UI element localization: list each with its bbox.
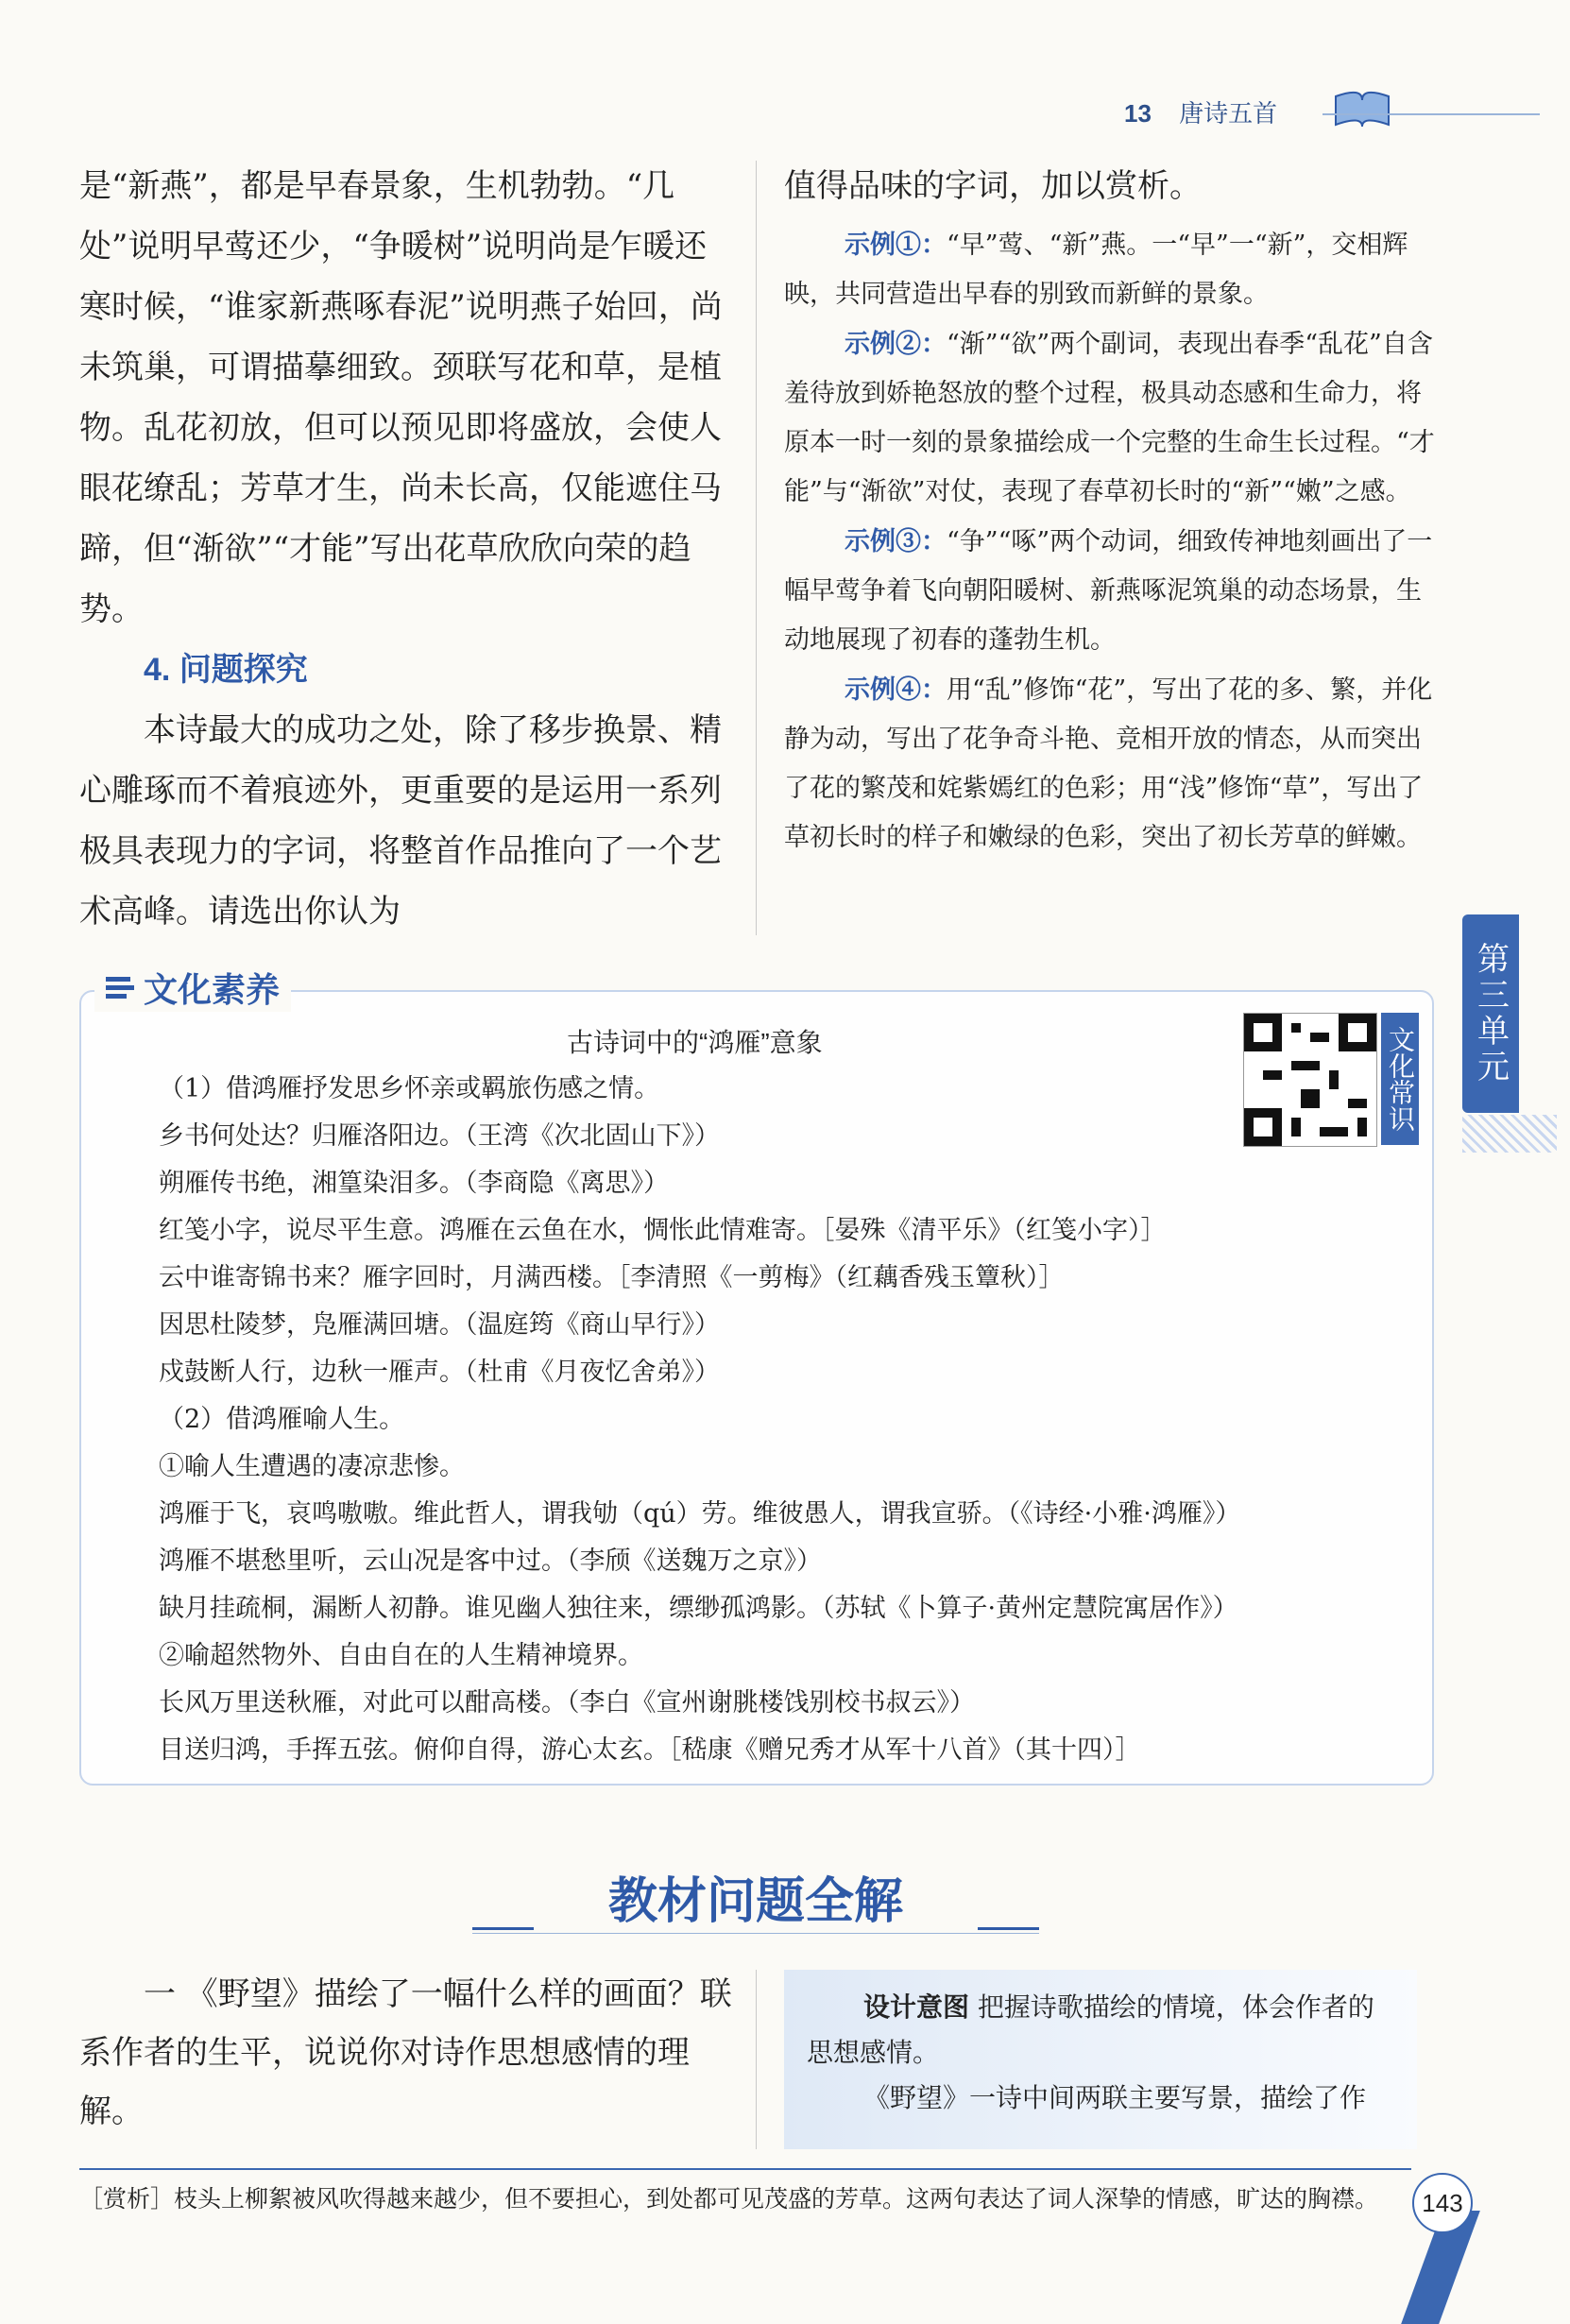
design-label: 设计意图 [863, 1992, 970, 2022]
section-heading: 4. 问题探究 [144, 652, 308, 688]
title-rule-left [472, 1927, 534, 1930]
qr-label: 文化常识 [1381, 1013, 1419, 1145]
design-text: 把握诗歌描绘的情境，体会作者的思想感情。 [807, 1991, 1374, 2068]
bars-icon [106, 977, 134, 999]
example-3 [784, 517, 1436, 665]
example-label: 示例①： [845, 231, 947, 259]
left-paragraph-2: 本诗最大的成功之处，除了移步换景、精心雕琢而不着痕迹外，更重要的是运用一系列极具表现力的字词，将整首作品推向了一个艺术高峰。请选出你认为 [79, 711, 722, 931]
culture-line: （2）借鸿雁喻人生。 [159, 1405, 405, 1434]
question-block [79, 1965, 741, 2141]
right-lead: 值得品味的字词，加以赏析。 [784, 167, 1202, 205]
culture-line: 云中谁寄锦书来？雁字回时，月满西楼。［李清照《一剪梅》（红藕香残玉簟秋）］ [159, 1263, 1065, 1292]
culture-line: 鸿雁于飞，哀鸣嗷嗷。维此哲人，谓我劬（qú）劳。维彼愚人，谓我宣骄。（《诗经·小雅·鸿雁》） [159, 1499, 1241, 1529]
example-text: 用“乱”修饰“花”，写出了花的多、繁，并化静为动，写出了花争奇斗艳、竞相开放的情态，从而突出了花的繁茂和姹紫嫣红的色彩；用“浅”修饰“草”，写出了草初长时的样子和嫩绿的色彩，突出了初长芳草的鲜嫩。 [784, 675, 1433, 852]
culture-line: 戍鼓断人行，边秋一雁声。（杜甫《月夜忆舍弟》） [159, 1358, 720, 1387]
culture-line: 乡书何处达？归雁洛阳边。（王湾《次北固山下》） [159, 1121, 720, 1151]
lesson-title: 唐诗五首 [1179, 99, 1278, 128]
culture-line: ①喻人生遭遇的凄凉悲惨。 [159, 1452, 465, 1481]
example-2 [784, 319, 1436, 517]
example-text: “争”“啄”两个动词，细致传神地刻画出了一幅早莺争着飞向朝阳暖树、新燕啄泥筑巢的动态场景，生动地展现了初春的蓬勃生机。 [784, 527, 1433, 655]
footer-rule [79, 2168, 1411, 2170]
example-label: 示例②： [845, 330, 947, 358]
question-text: 一 《野望》描绘了一幅什么样的画面？联系作者的生平，说说你对诗作思想感情的理解。 [79, 1975, 732, 2130]
culture-subtitle: 古诗词中的“鸿雁”意象 [567, 1028, 823, 1057]
culture-line: 红笺小字，说尽平生意。鸿雁在云鱼在水，惆怅此情难寄。［晏殊《清平乐》（红笺小字）］ [159, 1216, 1167, 1245]
example-label: 示例③： [845, 527, 947, 555]
culture-title [94, 964, 291, 1012]
title-rule-right [978, 1927, 1039, 1930]
example-label: 示例④： [845, 675, 947, 704]
culture-line: 目送归鸿，手挥五弦。俯仰自得，游心太玄。［嵇康《赠兄秀才从军十八首》（其十四）］ [159, 1735, 1141, 1765]
example-text: “早”莺、“新”燕。一“早”一“新”，交相辉映，共同营造出早春的别致而新鲜的景象。 [784, 231, 1408, 309]
culture-line: 因思杜陵梦，凫雁满回塘。（温庭筠《商山早行》） [159, 1310, 720, 1340]
column-divider [756, 161, 757, 935]
culture-line: 鸿雁不堪愁里听，云山况是客中过。（李颀《送魏万之京》） [159, 1546, 822, 1576]
unit-side-tab: 第三单元 [1462, 914, 1519, 1113]
page-number: 143 [1412, 2173, 1473, 2233]
culture-line: 长风万里送秋雁，对此可以酣高楼。（李白《宣州谢朓楼饯别校书叔云》） [159, 1688, 975, 1717]
column-divider-2 [756, 1970, 757, 2149]
example-4 [784, 665, 1436, 863]
lesson-number: 13 [1124, 99, 1152, 128]
right-column [784, 156, 1436, 863]
culture-line: ②喻超然物外、自由自在的人生精神境界。 [159, 1641, 643, 1670]
culture-line: 缺月挂疏桐，漏断人初静。谁见幽人独往来，缥缈孤鸿影。（苏轼《卜算子·黄州定慧院寓居作》） [159, 1594, 1238, 1623]
title-rule [472, 1933, 1039, 1934]
left-paragraph: 是“新燕”，都是早春景象，生机勃勃。“几处”说明早莺还少，“争暖树”说明尚是乍暖还寒时候，“谁家新燕啄春泥”说明燕子始回，尚未筑巢，可谓描摹细致。颈联写花和草，是植物。乱花初放，但可以预见即将盛放，会使人眼花缭乱；芳草才生，尚未长高，仅能遮住马蹄，但“渐欲”“才能”写出花草欣欣向荣的趋势。 [79, 167, 723, 628]
side-stripe [1462, 1115, 1557, 1153]
footnote: ［赏析］枝头上柳絮被风吹得越来越少，但不要担心，到处都可见茂盛的芳草。这两句表达了词人深挚的情感，旷达的胸襟。 [79, 2185, 1379, 2213]
culture-line: （1）借鸿雁抒发思乡怀亲或羁旅伤感之情。 [159, 1074, 660, 1103]
culture-title-text: 文化素养 [144, 970, 281, 1009]
header-rule [1323, 113, 1540, 115]
section-title: 教材问题全解 [607, 1874, 903, 1929]
open-book-icon [1332, 87, 1392, 128]
example-text: “渐”“欲”两个副词，表现出春季“乱花”自含羞待放到娇艳怒放的整个过程，极具动态感和生命力，将原本一时一刻的景象描绘成一个完整的生命生长过程。“才能”与“渐欲”对仗，表现了春草初长时的“新”“嫩”之感。 [784, 330, 1435, 506]
left-column [79, 156, 731, 942]
answer-start: 《野望》一诗中间两联主要写景，描绘了作 [863, 2082, 1367, 2113]
culture-line: 朔雁传书绝，湘篁染泪多。（李商隐《离思》） [159, 1169, 669, 1198]
example-1 [784, 220, 1436, 319]
culture-lines [159, 1066, 1387, 1774]
lesson-header [1124, 94, 1277, 129]
design-intent-box [784, 1970, 1417, 2149]
